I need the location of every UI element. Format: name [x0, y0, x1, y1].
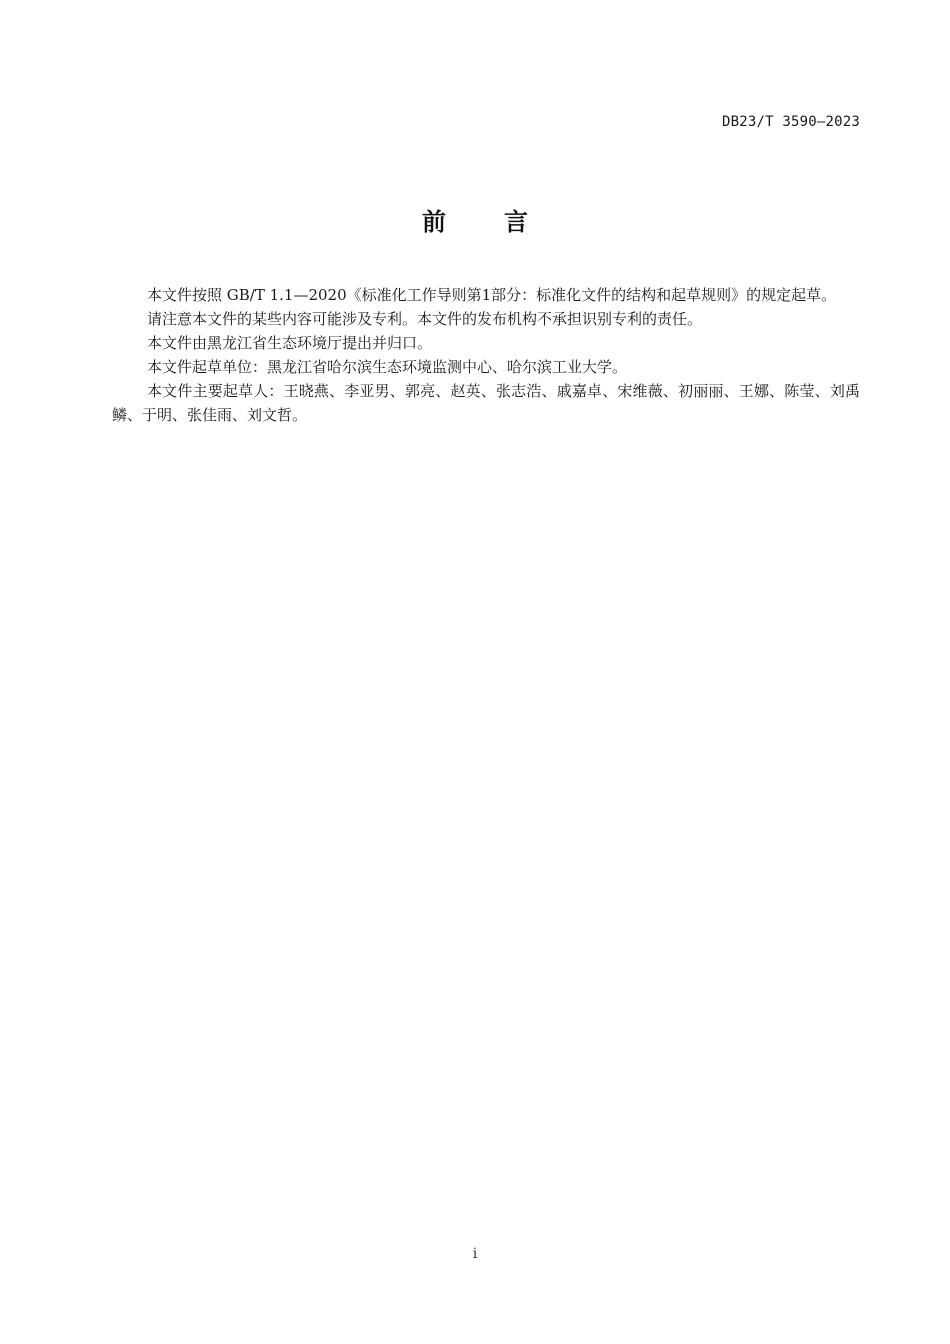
- document-code: DB23/T 3590—2023: [721, 114, 860, 130]
- page-number: i: [472, 1246, 478, 1262]
- paragraph-drafters: 本文件主要起草人：王晓燕、李亚男、郭亮、赵英、张志浩、戚嘉卓、宋维薇、初丽丽、王娜、陈莹、刘禹鳞、于明、张佳雨、刘文哲。: [112, 382, 860, 424]
- page-title-char-1: 前: [422, 208, 446, 236]
- paragraph-drafting-units: 本文件起草单位：黑龙江省哈尔滨生态环境监测中心、哈尔滨工业大学。: [147, 358, 628, 376]
- foreword-body: [112, 283, 860, 427]
- paragraph-patent-notice: 请注意本文件的某些内容可能涉及专利。本文件的发布机构不承担识别专利的责任。: [147, 310, 703, 328]
- paragraph-proposer: 本文件由黑龙江省生态环境厅提出并归口。: [147, 334, 433, 352]
- page-title: [0, 202, 950, 237]
- paragraph-drafting-rules: 本文件按照 GB/T 1.1—2020《标准化工作导则第1部分：标准化文件的结构和起草规则》的规定起草。: [147, 286, 837, 304]
- page-title-char-2: 言: [504, 208, 528, 236]
